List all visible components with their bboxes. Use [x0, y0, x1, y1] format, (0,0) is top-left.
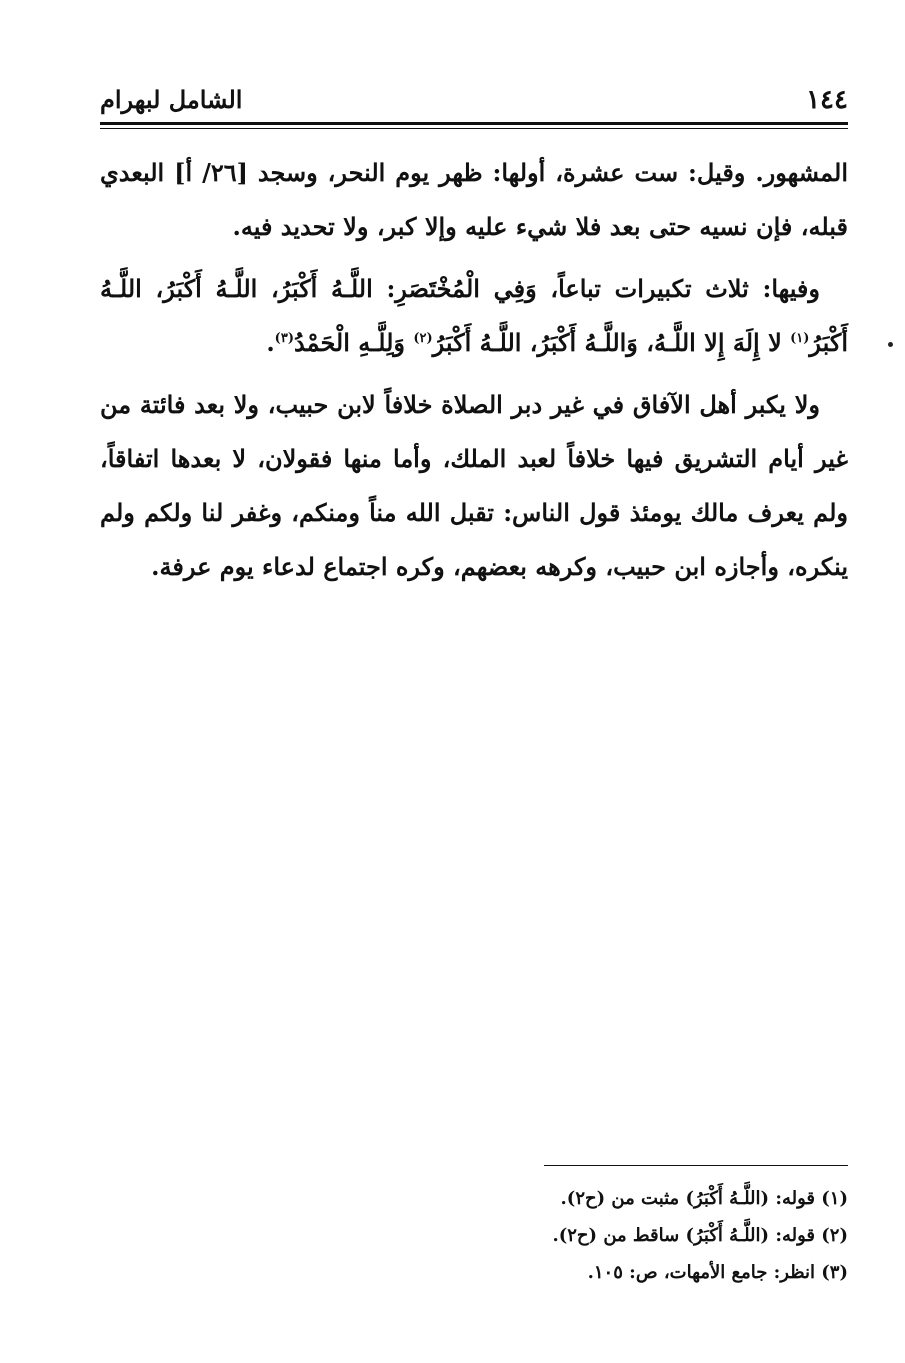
main-text: [100, 146, 848, 594]
footnote-ref-1[interactable]: (١): [790, 331, 810, 346]
header-rule: [100, 122, 848, 125]
footnote-2: (٢) قوله: (اللَّـهُ أَكْبَرُ) ساقط من (ح٢).: [552, 1225, 848, 1246]
takbir-phrase-1: اللَّـهُ أَكْبَرُ، اللَّـهُ أَكْبَرُ، اللَّـهُ أَكْبَرُ: [100, 274, 848, 357]
footnote-separator: [544, 1165, 848, 1166]
header-rule-thin: [100, 128, 848, 129]
paragraph-2: [100, 262, 848, 370]
footnote-3: (٣) انظر: جامع الأمهات، ص: ١٠٥.: [587, 1262, 848, 1283]
page-header: [100, 82, 848, 122]
footnotes: [348, 1180, 848, 1291]
footnote-ref-2[interactable]: (٢): [413, 331, 433, 346]
hamd-phrase: وَلِلَّـهِ الْحَمْدُ: [293, 328, 414, 357]
running-title: الشامل لبهرام: [100, 85, 243, 114]
page-number: ١٤٤: [806, 85, 848, 115]
tahlil-phrase: لا إِلَهَ إِلا اللَّـهُ، وَاللَّـهُ أَكْبَرُ،: [521, 328, 791, 357]
footnote-ref-3[interactable]: (٣): [274, 331, 294, 346]
paragraph-2-intro: وفيها: ثلاث تكبيرات تباعاً، وَفِي الْمُخْتَصَرِ:: [372, 274, 820, 303]
paragraph-2-end: .: [266, 328, 275, 357]
takbir-phrase-2: اللَّـهُ أَكْبَرُ: [432, 328, 522, 357]
margin-mark: [888, 342, 893, 347]
paragraph-1: المشهور. وقيل: ست عشرة، أولها: ظهر يوم النحر، وسجد [٢٦/ أ] البعدي قبله، فإن نسيه حتى بعد فلا شيء عليه وإلا كبر، ولا تحديد فيه.: [100, 158, 848, 241]
paragraph-3: ولا يكبر أهل الآفاق في غير دبر الصلاة خلافاً لابن حبيب، ولا بعد فائتة من غير أيام التشريق فيها خلافاً لعبد الملك، وأما منها فقولان، لا بعدها اتفاقاً، ولم يعرف مالك يومئذ قول الناس: تقبل الله مناً ومنكم، وغفر لنا ولكم ولم ينكره، وأجازه ابن حبيب، وكرهه بعضهم، وكره اجتماع لدعاء يوم عرفة.: [100, 390, 848, 581]
footnote-1: (١) قوله: (اللَّـهُ أَكْبَرُ) مثبت من (ح٢).: [560, 1188, 848, 1209]
